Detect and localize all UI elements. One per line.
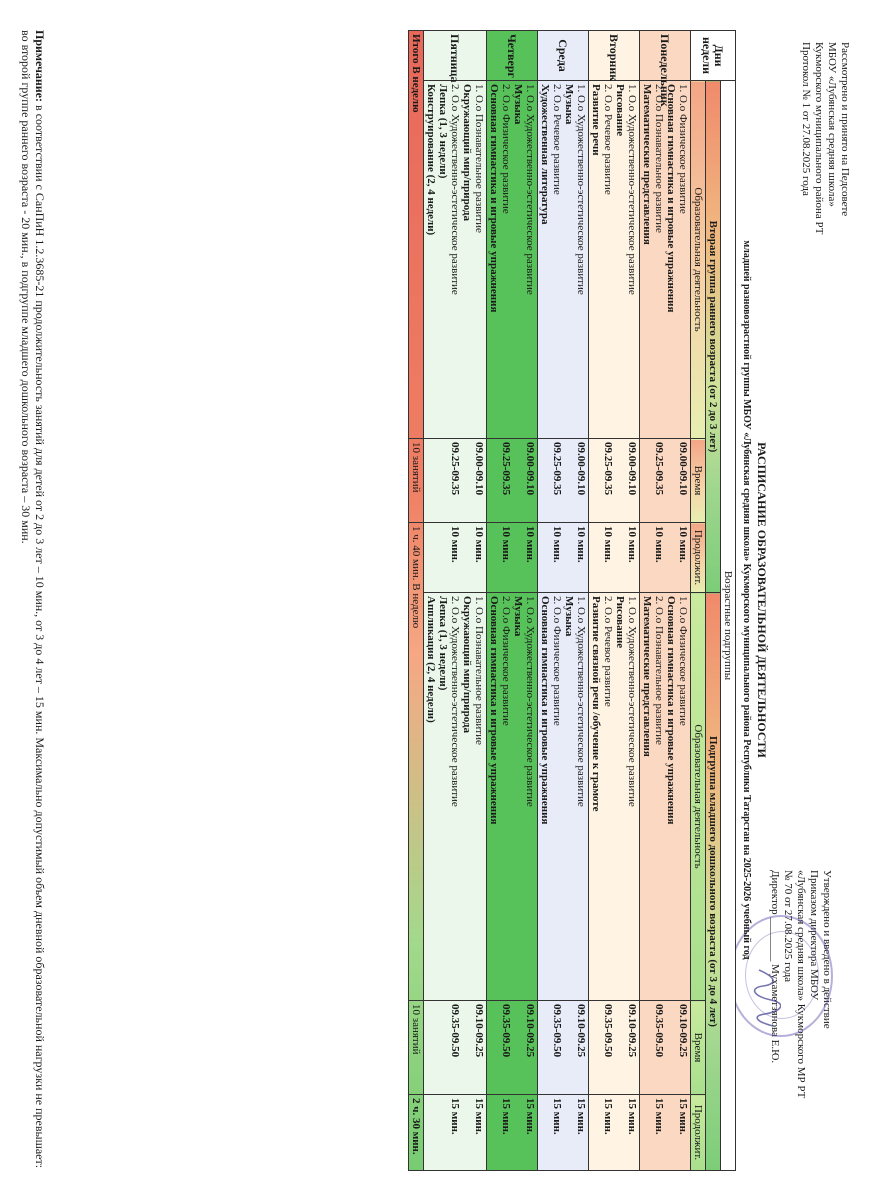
group1-activities <box>487 81 538 439</box>
activity-line: Аппликация (2, 4 недели) <box>425 596 437 723</box>
group1-activities <box>424 81 487 439</box>
activity-line: Рисование <box>614 84 626 137</box>
duration-value: 10 мин. <box>473 526 485 563</box>
group2-duration <box>424 1095 487 1171</box>
duration-value: 10 мин. <box>551 526 563 563</box>
activity-line: Лепка (1, 3 недели) <box>437 596 449 691</box>
activity-line: Музыка <box>563 596 575 637</box>
activity-line: Основная гимнастика и игровые упражнения <box>539 596 551 825</box>
table-row <box>640 31 691 1171</box>
time-column-header: Время <box>691 439 706 523</box>
activity-line: Художественная литература <box>539 84 551 225</box>
document-title: РАСПИСАНИЕ ОБРАЗОВАТЕЛЬНОЙ ДЕЯТЕЛЬНОСТИ <box>755 442 769 758</box>
activity-line: Математические представления <box>641 84 653 245</box>
time-value: 09.35-09.50 <box>449 1004 461 1058</box>
activity-line: 1. О.о Художественно-эстетическое развитие <box>575 596 587 807</box>
group1-time <box>424 439 487 523</box>
activity-line: 2. О.о Физическое развитие <box>500 596 512 726</box>
group1-time <box>589 439 640 523</box>
activity-line: Основная гимнастика и игровые упражнения <box>665 596 677 825</box>
activity-line: Музыка <box>563 84 575 125</box>
activity-line: 2. О.о Физическое развитие <box>551 596 563 726</box>
group2-time <box>424 1001 487 1095</box>
duration-value: 15 мин. <box>653 1098 665 1135</box>
duration-value: 15 мин. <box>575 1098 587 1135</box>
time-value: 09.00-09.10 <box>677 442 689 496</box>
activity-line: 2. О.о Речевое развитие <box>602 84 614 195</box>
approval-line: МБОУ «Лубянская средняя школа» <box>826 42 838 207</box>
activity-line: Математические представления <box>641 596 653 757</box>
activity-line: Основная гимнастика и игровые упражнения <box>488 84 500 313</box>
duration-value: 10 мин. <box>626 526 638 563</box>
time-value: 09.35-09.50 <box>500 1004 512 1058</box>
approval-line: «Лубянская средняя школа» Кукморского МР РТ <box>795 870 807 1099</box>
activity-line: Основная гимнастика и игровые упражнения <box>488 596 500 825</box>
group1-duration <box>538 523 589 593</box>
day-cell: Понедельник <box>640 31 691 81</box>
group2-time <box>487 1001 538 1095</box>
activity-line: 2. О.о Физическое развитие <box>500 84 512 214</box>
approval-block-left <box>799 42 851 234</box>
group-header-row <box>706 31 721 1171</box>
duration-value: 15 мин. <box>602 1098 614 1135</box>
time-value: 09.10-09.25 <box>575 1004 587 1058</box>
duration-value: 15 мин. <box>677 1098 689 1135</box>
time-value: 09.10-09.25 <box>677 1004 689 1058</box>
footnote <box>19 30 47 1170</box>
day-cell: Вторник <box>589 31 640 81</box>
time-value: 09.10-09.25 <box>524 1004 536 1058</box>
activity-column-header: Образовательная деятельность <box>691 81 706 439</box>
duration-value: 10 мин. <box>653 526 665 563</box>
group1-duration <box>589 523 640 593</box>
activity-line: Лепка (1, 3 недели) <box>437 84 449 179</box>
group2-duration <box>589 1095 640 1171</box>
group2-time <box>589 1001 640 1095</box>
duration-value: 10 мин. <box>575 526 587 563</box>
duration-value: 15 мин. <box>473 1098 485 1135</box>
day-cell: Четверг <box>487 31 538 81</box>
time-value: 09.00-09.10 <box>626 442 638 496</box>
group2-activities <box>589 593 640 1001</box>
time-value: 09.35-09.50 <box>551 1004 563 1058</box>
activity-line: 1. О.о Художественно-эстетическое развитие <box>524 84 536 295</box>
time-value: 09.00-09.10 <box>473 442 485 496</box>
days-column-header: Дни недели <box>691 31 736 81</box>
activity-line: 1. О.о Художественно-эстетическое развитие <box>626 84 638 295</box>
time-value: 09.10-09.25 <box>626 1004 638 1058</box>
group1-activities <box>640 81 691 439</box>
day-cell: Среда <box>538 31 589 81</box>
activity-line: 1. О.о Художественно-эстетическое развитие <box>626 596 638 807</box>
group2-activities <box>538 593 589 1001</box>
activity-line: 2. О.о Речевое развитие <box>602 596 614 707</box>
group2-total-count: 10 занятий <box>409 1001 424 1095</box>
day-cell: Пятница <box>424 31 487 81</box>
activity-line: Конструирование (2, 4 недели) <box>425 84 437 236</box>
duration-column-header: Продолжит. <box>691 1095 706 1171</box>
group2-duration <box>640 1095 691 1171</box>
group1-time <box>640 439 691 523</box>
activity-line: Музыка <box>512 596 524 637</box>
activity-line: 1. О.о Художественно-эстетическое развитие <box>575 84 587 295</box>
time-value: 09.00-09.10 <box>524 442 536 496</box>
duration-value: 15 мин. <box>551 1098 563 1135</box>
group1-duration <box>640 523 691 593</box>
activity-column-header: Образовательная деятельность <box>691 593 706 1001</box>
duration-value: 15 мин. <box>449 1098 461 1135</box>
group2-activities <box>424 593 487 1001</box>
duration-column-header: Продолжит. <box>691 523 706 593</box>
time-column-header: Время <box>691 1001 706 1095</box>
group2-time <box>640 1001 691 1095</box>
group2-duration <box>487 1095 538 1171</box>
group1-total-count: 10 занятий <box>409 439 424 523</box>
group2-time <box>538 1001 589 1095</box>
duration-value: 10 мин. <box>449 526 461 563</box>
group1-header: Вторая группа раннего возраста (от 2 до 3 лет) <box>706 81 721 593</box>
approval-line: Приказом директора МБОУ <box>808 870 820 1001</box>
document-subtitle: младшей разновозрастной группы МБОУ «Лубянская средняя школа» Кукморского муниципального района Республики Татарстан на 2025-2026 учебный год <box>741 240 752 960</box>
group2-activities <box>487 593 538 1001</box>
group1-time <box>538 439 589 523</box>
duration-value: 15 мин. <box>626 1098 638 1135</box>
group1-activities <box>589 81 640 439</box>
duration-value: 10 мин. <box>602 526 614 563</box>
note-label: Примечание: <box>33 30 47 103</box>
schedule-table <box>408 30 736 1171</box>
activity-line: 1. О.о Физическое развитие <box>677 596 689 726</box>
table-row <box>424 31 487 1171</box>
group2-total-time: 2 ч. 30 мин. <box>409 1095 424 1171</box>
table-header-row <box>721 31 736 1171</box>
approval-line: Протокол № 1 от 27.08.2025 года <box>800 42 812 196</box>
activity-line: 2. О.о Художественно-эстетическое развитие <box>449 84 461 295</box>
time-value: 09.35-09.50 <box>653 1004 665 1058</box>
group1-duration <box>487 523 538 593</box>
subheader-row <box>691 31 706 1171</box>
activity-line: Основная гимнастика и игровые упражнения <box>665 84 677 313</box>
activity-line: 1. О.о Физическое развитие <box>677 84 689 214</box>
approval-line: Директор ________ Мухаметзянова Е.Ю. <box>769 870 781 1064</box>
table-row <box>589 31 640 1171</box>
time-value: 09.25-09.35 <box>653 442 665 496</box>
table-row <box>538 31 589 1171</box>
activity-line: 2. О.о Речевое развитие <box>551 84 563 195</box>
time-value: 09.35-09.50 <box>602 1004 614 1058</box>
time-value: 09.25-09.35 <box>551 442 563 496</box>
activity-line: 1. О.о Познавательное развитие <box>473 84 485 233</box>
total-label: Итого В неделю <box>409 31 424 439</box>
time-value: 09.25-09.35 <box>449 442 461 496</box>
duration-value: 10 мин. <box>524 526 536 563</box>
group1-time <box>487 439 538 523</box>
approval-line: № 70 от 27.08.2025 года <box>782 870 794 983</box>
duration-value: 10 мин. <box>677 526 689 563</box>
activity-line: 2. О.о Художественно-эстетическое развитие <box>449 596 461 807</box>
time-value: 09.00-09.10 <box>575 442 587 496</box>
table-row <box>487 31 538 1171</box>
group1-total-time: 1 ч. 40 мин. В неделю <box>409 523 424 1001</box>
group1-activities <box>538 81 589 439</box>
activity-line: Рисование <box>614 596 626 649</box>
approval-line: Рассмотрено и принято на Педсовете <box>839 42 851 217</box>
group2-duration <box>538 1095 589 1171</box>
approval-line: Утверждено и введено в действие <box>821 870 833 1029</box>
group2-header: Подгруппа младшего дошкольного возраста (от 3 до 4 лет) <box>706 593 721 1171</box>
activity-line: 2. О.о Познавательное развитие <box>653 596 665 745</box>
note-text: в соответствии с СанПиН 1.2.3685-21 продолжительность занятий для детей от 2 до 3 лет – 10 мин., от 3 до 4 лет – 15 мин. Максимально допустимый объем дневной образовательной нагрузки не превышает: во второй группе раннего возраста - 20 мин., в подгруппе младшего дошкольного возраста – 30 мин. <box>19 30 47 1169</box>
activity-line: 1. О.о Познавательное развитие <box>473 596 485 745</box>
approval-line: Кукморского муниципального района РТ <box>813 42 825 235</box>
duration-value: 10 мин. <box>500 526 512 563</box>
activity-line: Развитие речи <box>590 84 602 156</box>
age-groups-header: Возрастные подгруппы <box>721 81 736 1171</box>
totals-row <box>409 31 424 1171</box>
group1-duration <box>424 523 487 593</box>
duration-value: 15 мин. <box>500 1098 512 1135</box>
activity-line: Окружающий мир/природа <box>461 596 473 733</box>
activity-line: Музыка <box>512 84 524 125</box>
activity-line: Окружающий мир/природа <box>461 84 473 221</box>
time-value: 09.25-09.35 <box>602 442 614 496</box>
activity-line: 2. О.о Познавательное развитие <box>653 84 665 233</box>
activity-line: 1. О.о Художественно-эстетическое развитие <box>524 596 536 807</box>
time-value: 09.25-09.35 <box>500 442 512 496</box>
time-value: 09.10-09.25 <box>473 1004 485 1058</box>
activity-line: Развитие связной речи /обучение к грамоте <box>590 596 602 812</box>
duration-value: 15 мин. <box>524 1098 536 1135</box>
group2-activities <box>640 593 691 1001</box>
